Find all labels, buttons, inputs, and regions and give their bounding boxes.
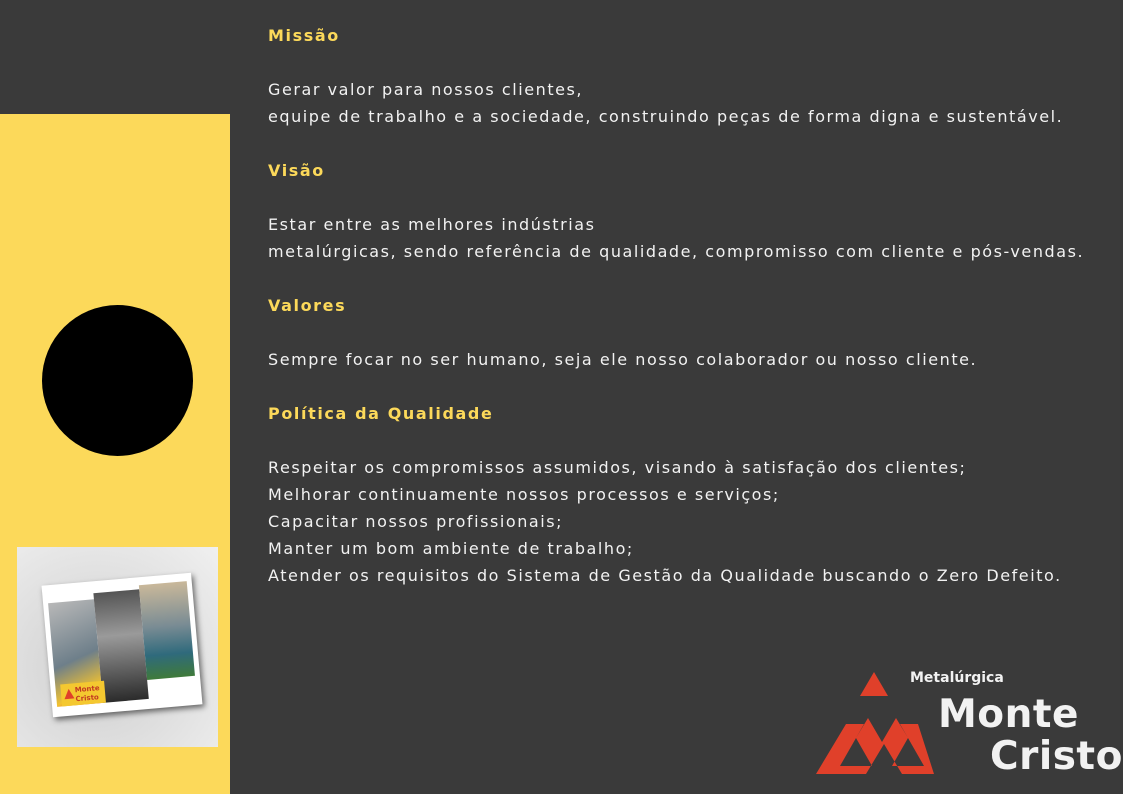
text-line: Manter um bom ambiente de trabalho;	[268, 539, 634, 558]
paragraph-visao	[268, 211, 1084, 265]
logo-name-line1: Monte	[938, 692, 1079, 737]
black-circle-decoration	[42, 305, 193, 456]
photo-logo-badge	[60, 681, 106, 707]
heading-valores: Valores	[268, 296, 347, 315]
logo-name-line2: Cristo	[990, 734, 1123, 779]
photo-collage	[42, 573, 203, 718]
text-line: equipe de trabalho e a sociedade, construindo peças de forma digna e sustentável.	[268, 107, 1064, 126]
paragraph-missao	[268, 76, 1063, 130]
text-line: Capacitar nossos profissionais;	[268, 512, 564, 531]
paragraph-valores	[268, 346, 977, 373]
paragraph-politica-qualidade	[268, 454, 1062, 589]
logo-small-text: Metalúrgica	[910, 670, 1004, 686]
logo-mark-icon	[816, 672, 934, 776]
text-line: Melhorar continuamente nossos processos e serviços;	[268, 485, 780, 504]
photo-badge-line1: Monte	[74, 684, 100, 695]
text-line: Atender os requisitos do Sistema de Gestão da Qualidade buscando o Zero Defeito.	[268, 566, 1062, 585]
heading-visao: Visão	[268, 161, 325, 180]
text-line: Gerar valor para nossos clientes,	[268, 80, 584, 99]
photo-factory-floor	[139, 581, 195, 680]
heading-missao: Missão	[268, 26, 340, 45]
company-photo	[17, 547, 218, 747]
company-logo	[816, 664, 1123, 779]
text-line: Estar entre as melhores indústrias	[268, 215, 596, 234]
logo-triangle-icon	[64, 688, 75, 699]
text-line: metalúrgicas, sendo referência de qualidade, compromisso com cliente e pós-vendas.	[268, 242, 1085, 261]
heading-politica-qualidade: Política da Qualidade	[268, 404, 494, 423]
photo-badge-line2: Cristo	[75, 693, 100, 704]
text-line: Respeitar os compromissos assumidos, visando à satisfação dos clientes;	[268, 458, 967, 477]
text-line: Sempre focar no ser humano, seja ele nosso colaborador ou nosso cliente.	[268, 350, 978, 369]
